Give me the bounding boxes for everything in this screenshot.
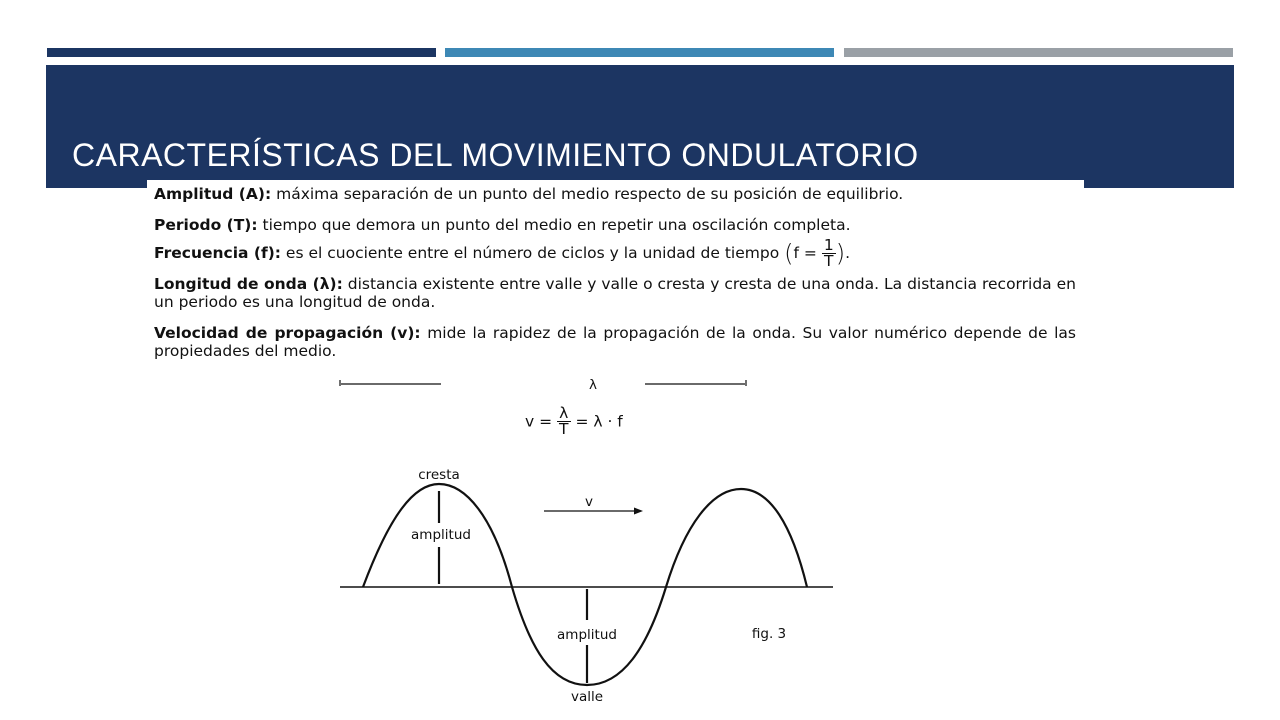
frequency-formula-lhs: f = <box>793 244 817 262</box>
frequency-fraction-num: 1 <box>823 236 834 254</box>
velocity-formula-lhs: v = <box>525 412 553 431</box>
velocity-arrow-head <box>634 508 643 515</box>
frequency-fraction-den: T <box>824 252 834 270</box>
trough-label: valle <box>570 689 604 705</box>
title-band <box>46 65 1234 188</box>
frequency-end: . <box>845 244 850 262</box>
term-amplitud: Amplitud (A): <box>154 185 272 203</box>
term-frecuencia: Frecuencia (f): <box>154 244 281 262</box>
velocity-fraction-num: λ <box>557 406 570 422</box>
amplitude-top-label: amplitud <box>411 527 471 543</box>
accent-bar-blue <box>445 48 834 57</box>
text-amplitud: máxima separación de un punto del medio respecto de su posición de equilibrio. <box>271 185 904 203</box>
definition-frecuencia: Frecuencia (f): es el cuociente entre el número de ciclos y la unidad de tiempo (f = $\frac{1}{T}$ ). <box>154 236 850 270</box>
term-velocidad: Velocidad de propagación (v): <box>154 324 421 342</box>
term-longitud: Longitud de onda (λ): <box>154 275 343 293</box>
amplitude-bottom-label: amplitud <box>557 627 617 643</box>
accent-bar-navy <box>47 48 436 57</box>
crest-label: cresta <box>418 467 460 483</box>
text-periodo: tiempo que demora un punto del medio en repetir una oscilación completa. <box>257 216 851 234</box>
term-periodo: Periodo (T): <box>154 216 258 234</box>
velocity-fraction-den: T <box>559 420 569 438</box>
figure-caption: fig. 3 <box>751 626 787 642</box>
text-velocidad: mide la rapidez de la propagación de la onda. Su valor numérico depende de las propiedades del medio. <box>154 324 1076 360</box>
text-frecuencia: es el cuociente entre el número de ciclos y la unidad de tiempo <box>281 244 785 262</box>
text-longitud: distancia existente entre valle y valle o cresta y cresta de una onda. La distancia recorrida en un periodo es una longitud de onda. <box>154 275 1076 311</box>
velocity-formula-rhs: = λ · f <box>575 412 623 431</box>
content-image <box>147 180 1084 720</box>
accent-bar-gray <box>844 48 1233 57</box>
velocity-label: v <box>585 494 593 510</box>
sine-wave <box>363 484 807 685</box>
lambda-label: λ <box>589 377 597 393</box>
wave-figure <box>147 180 1084 720</box>
slide-title: CARACTERÍSTICAS DEL MOVIMIENTO ONDULATORIO <box>72 137 919 173</box>
